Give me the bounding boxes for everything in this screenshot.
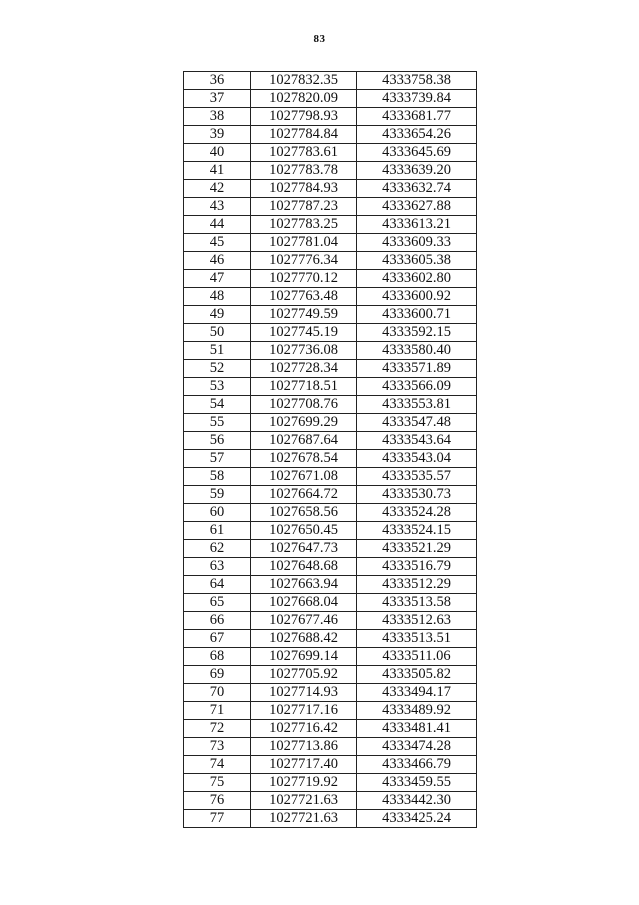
x-coordinate-cell: 1027736.08 (251, 342, 357, 360)
y-coordinate-cell: 4333602.80 (357, 270, 477, 288)
x-coordinate-cell: 1027650.45 (251, 522, 357, 540)
y-coordinate-cell: 4333758.38 (357, 72, 477, 90)
y-coordinate-cell: 4333442.30 (357, 792, 477, 810)
point-number-cell: 39 (184, 126, 251, 144)
y-coordinate-cell: 4333505.82 (357, 666, 477, 684)
point-number-cell: 74 (184, 756, 251, 774)
point-number-cell: 41 (184, 162, 251, 180)
table-row (184, 432, 477, 450)
point-number-cell: 73 (184, 738, 251, 756)
x-coordinate-cell: 1027688.42 (251, 630, 357, 648)
table-row (184, 234, 477, 252)
x-coordinate-cell: 1027783.25 (251, 216, 357, 234)
y-coordinate-cell: 4333632.74 (357, 180, 477, 198)
y-coordinate-cell: 4333459.55 (357, 774, 477, 792)
table-row (184, 486, 477, 504)
point-number-cell: 69 (184, 666, 251, 684)
y-coordinate-cell: 4333511.06 (357, 648, 477, 666)
table-row (184, 702, 477, 720)
table-row (184, 126, 477, 144)
y-coordinate-cell: 4333513.58 (357, 594, 477, 612)
table-row (184, 90, 477, 108)
x-coordinate-cell: 1027770.12 (251, 270, 357, 288)
point-number-cell: 37 (184, 90, 251, 108)
point-number-cell: 36 (184, 72, 251, 90)
table-row (184, 216, 477, 234)
point-number-cell: 59 (184, 486, 251, 504)
x-coordinate-cell: 1027664.72 (251, 486, 357, 504)
table-row (184, 180, 477, 198)
x-coordinate-cell: 1027749.59 (251, 306, 357, 324)
point-number-cell: 46 (184, 252, 251, 270)
x-coordinate-cell: 1027671.08 (251, 468, 357, 486)
table-row (184, 540, 477, 558)
point-number-cell: 45 (184, 234, 251, 252)
x-coordinate-cell: 1027677.46 (251, 612, 357, 630)
point-number-cell: 77 (184, 810, 251, 828)
table-row (184, 468, 477, 486)
table-row (184, 396, 477, 414)
point-number-cell: 57 (184, 450, 251, 468)
x-coordinate-cell: 1027687.64 (251, 432, 357, 450)
x-coordinate-cell: 1027719.92 (251, 774, 357, 792)
coordinates-table (183, 71, 477, 828)
x-coordinate-cell: 1027648.68 (251, 558, 357, 576)
x-coordinate-cell: 1027798.93 (251, 108, 357, 126)
point-number-cell: 49 (184, 306, 251, 324)
y-coordinate-cell: 4333739.84 (357, 90, 477, 108)
table-row (184, 504, 477, 522)
y-coordinate-cell: 4333425.24 (357, 810, 477, 828)
x-coordinate-cell: 1027717.16 (251, 702, 357, 720)
table-row (184, 72, 477, 90)
table-row (184, 360, 477, 378)
x-coordinate-cell: 1027678.54 (251, 450, 357, 468)
x-coordinate-cell: 1027647.73 (251, 540, 357, 558)
y-coordinate-cell: 4333524.28 (357, 504, 477, 522)
table-row (184, 594, 477, 612)
x-coordinate-cell: 1027718.51 (251, 378, 357, 396)
x-coordinate-cell: 1027699.14 (251, 648, 357, 666)
table-row (184, 378, 477, 396)
y-coordinate-cell: 4333627.88 (357, 198, 477, 216)
point-number-cell: 43 (184, 198, 251, 216)
point-number-cell: 47 (184, 270, 251, 288)
x-coordinate-cell: 1027721.63 (251, 810, 357, 828)
x-coordinate-cell: 1027663.94 (251, 576, 357, 594)
point-number-cell: 67 (184, 630, 251, 648)
point-number-cell: 42 (184, 180, 251, 198)
x-coordinate-cell: 1027717.40 (251, 756, 357, 774)
y-coordinate-cell: 4333566.09 (357, 378, 477, 396)
table-row (184, 558, 477, 576)
y-coordinate-cell: 4333512.29 (357, 576, 477, 594)
point-number-cell: 56 (184, 432, 251, 450)
table-row (184, 108, 477, 126)
x-coordinate-cell: 1027699.29 (251, 414, 357, 432)
table-row (184, 756, 477, 774)
table-row (184, 666, 477, 684)
x-coordinate-cell: 1027832.35 (251, 72, 357, 90)
y-coordinate-cell: 4333592.15 (357, 324, 477, 342)
table-row (184, 288, 477, 306)
point-number-cell: 68 (184, 648, 251, 666)
table-row (184, 648, 477, 666)
x-coordinate-cell: 1027658.56 (251, 504, 357, 522)
y-coordinate-cell: 4333513.51 (357, 630, 477, 648)
table-row (184, 414, 477, 432)
y-coordinate-cell: 4333535.57 (357, 468, 477, 486)
x-coordinate-cell: 1027763.48 (251, 288, 357, 306)
x-coordinate-cell: 1027714.93 (251, 684, 357, 702)
y-coordinate-cell: 4333543.04 (357, 450, 477, 468)
point-number-cell: 70 (184, 684, 251, 702)
point-number-cell: 64 (184, 576, 251, 594)
x-coordinate-cell: 1027745.19 (251, 324, 357, 342)
point-number-cell: 65 (184, 594, 251, 612)
x-coordinate-cell: 1027728.34 (251, 360, 357, 378)
table-row (184, 684, 477, 702)
table-row (184, 270, 477, 288)
table-row (184, 738, 477, 756)
x-coordinate-cell: 1027776.34 (251, 252, 357, 270)
y-coordinate-cell: 4333613.21 (357, 216, 477, 234)
y-coordinate-cell: 4333521.29 (357, 540, 477, 558)
y-coordinate-cell: 4333466.79 (357, 756, 477, 774)
point-number-cell: 52 (184, 360, 251, 378)
point-number-cell: 76 (184, 792, 251, 810)
table-row (184, 198, 477, 216)
y-coordinate-cell: 4333605.38 (357, 252, 477, 270)
x-coordinate-cell: 1027784.93 (251, 180, 357, 198)
x-coordinate-cell: 1027713.86 (251, 738, 357, 756)
point-number-cell: 50 (184, 324, 251, 342)
x-coordinate-cell: 1027783.78 (251, 162, 357, 180)
y-coordinate-cell: 4333600.92 (357, 288, 477, 306)
y-coordinate-cell: 4333609.33 (357, 234, 477, 252)
x-coordinate-cell: 1027668.04 (251, 594, 357, 612)
table-row (184, 720, 477, 738)
y-coordinate-cell: 4333474.28 (357, 738, 477, 756)
x-coordinate-cell: 1027820.09 (251, 90, 357, 108)
y-coordinate-cell: 4333481.41 (357, 720, 477, 738)
table-row (184, 252, 477, 270)
point-number-cell: 63 (184, 558, 251, 576)
point-number-cell: 54 (184, 396, 251, 414)
y-coordinate-cell: 4333516.79 (357, 558, 477, 576)
point-number-cell: 66 (184, 612, 251, 630)
point-number-cell: 60 (184, 504, 251, 522)
y-coordinate-cell: 4333524.15 (357, 522, 477, 540)
point-number-cell: 51 (184, 342, 251, 360)
x-coordinate-cell: 1027716.42 (251, 720, 357, 738)
y-coordinate-cell: 4333654.26 (357, 126, 477, 144)
point-number-cell: 44 (184, 216, 251, 234)
x-coordinate-cell: 1027787.23 (251, 198, 357, 216)
point-number-cell: 72 (184, 720, 251, 738)
table-row (184, 324, 477, 342)
table-row (184, 792, 477, 810)
point-number-cell: 58 (184, 468, 251, 486)
y-coordinate-cell: 4333639.20 (357, 162, 477, 180)
table-row (184, 144, 477, 162)
x-coordinate-cell: 1027783.61 (251, 144, 357, 162)
point-number-cell: 62 (184, 540, 251, 558)
point-number-cell: 61 (184, 522, 251, 540)
table-row (184, 522, 477, 540)
table-row (184, 810, 477, 828)
x-coordinate-cell: 1027784.84 (251, 126, 357, 144)
table-row (184, 576, 477, 594)
y-coordinate-cell: 4333543.64 (357, 432, 477, 450)
point-number-cell: 38 (184, 108, 251, 126)
x-coordinate-cell: 1027708.76 (251, 396, 357, 414)
point-number-cell: 53 (184, 378, 251, 396)
y-coordinate-cell: 4333645.69 (357, 144, 477, 162)
table-row (184, 342, 477, 360)
y-coordinate-cell: 4333547.48 (357, 414, 477, 432)
y-coordinate-cell: 4333553.81 (357, 396, 477, 414)
y-coordinate-cell: 4333489.92 (357, 702, 477, 720)
point-number-cell: 55 (184, 414, 251, 432)
x-coordinate-cell: 1027781.04 (251, 234, 357, 252)
table-row (184, 450, 477, 468)
point-number-cell: 48 (184, 288, 251, 306)
y-coordinate-cell: 4333600.71 (357, 306, 477, 324)
y-coordinate-cell: 4333681.77 (357, 108, 477, 126)
point-number-cell: 40 (184, 144, 251, 162)
table-row (184, 612, 477, 630)
page-number: 83 (313, 33, 326, 45)
table-row (184, 162, 477, 180)
y-coordinate-cell: 4333530.73 (357, 486, 477, 504)
y-coordinate-cell: 4333512.63 (357, 612, 477, 630)
table-row (184, 630, 477, 648)
y-coordinate-cell: 4333494.17 (357, 684, 477, 702)
table-row (184, 306, 477, 324)
point-number-cell: 75 (184, 774, 251, 792)
table-row (184, 774, 477, 792)
y-coordinate-cell: 4333571.89 (357, 360, 477, 378)
x-coordinate-cell: 1027705.92 (251, 666, 357, 684)
point-number-cell: 71 (184, 702, 251, 720)
coordinates-table-body (184, 72, 477, 828)
x-coordinate-cell: 1027721.63 (251, 792, 357, 810)
y-coordinate-cell: 4333580.40 (357, 342, 477, 360)
